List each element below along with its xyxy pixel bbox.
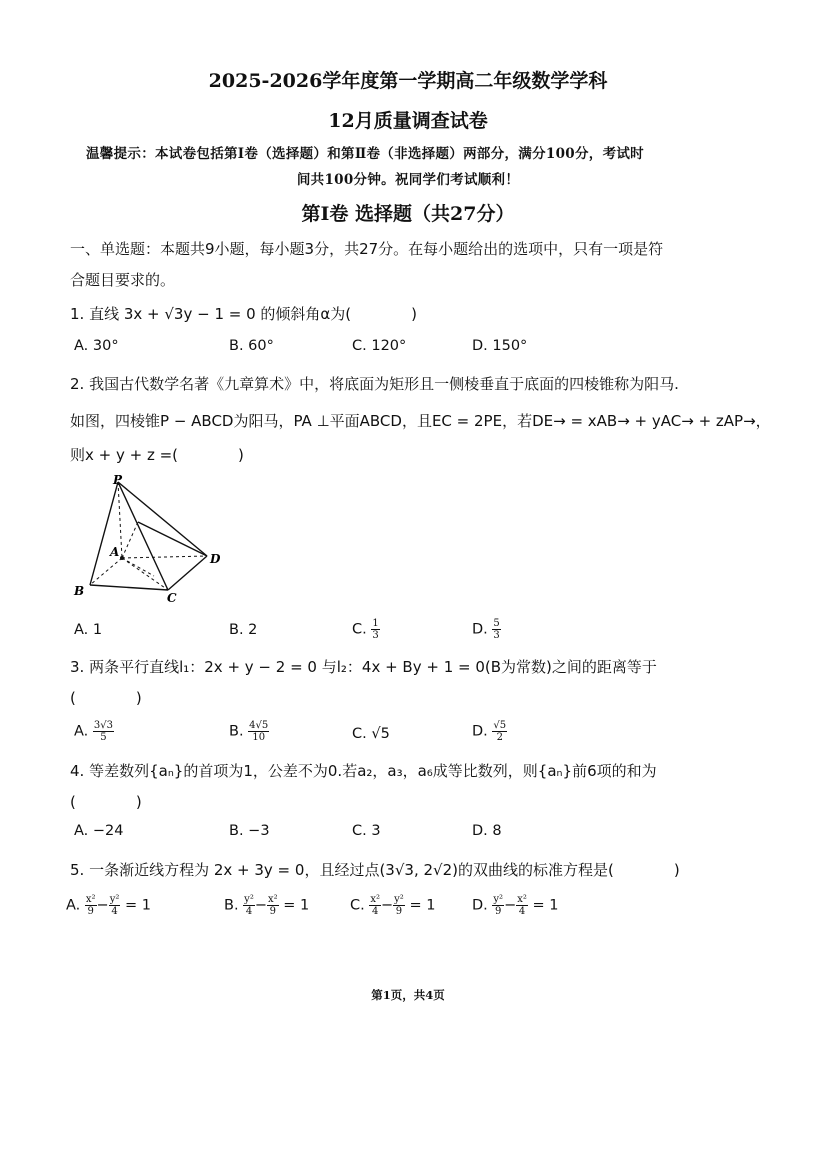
exam-subtitle: 12月质量调查试卷 xyxy=(328,110,488,132)
figure-label-b: B xyxy=(74,584,85,598)
section-instructions-1: 一、单选题：本题共9小题，每小题3分，共27分。在每小题给出的选项中，只有一项是符 xyxy=(70,240,664,258)
fraction: $\frac{1}{3}$ xyxy=(372,618,379,641)
question-5-option-d: D. $\frac{\text{y²}}{9}$ − $\frac{\text{x²}}{4}$ = 1 xyxy=(472,894,559,917)
question-4-option-a: A. −24 xyxy=(74,823,124,839)
question-5-option-a: A. $\frac{\text{x²}}{9}$ − $\frac{\text{y²}}{4}$ = 1 xyxy=(66,894,151,917)
question-2-stem-1: 2. 我国古代数学名著《九章算术》中，将底面为矩形且一侧棱垂直于底面的四棱锥称为阳马. xyxy=(70,375,679,393)
question-2-option-d: D. $\frac{5}{3}$ xyxy=(472,618,500,641)
question-2-stem-3: 则x + y + z =( ) xyxy=(70,446,244,464)
tip-line-2: 间共100分钟。祝同学们考试顺利！ xyxy=(296,172,520,188)
figure-label-p: P xyxy=(113,473,123,487)
fraction: $\frac{\text{y²}}{9}$ xyxy=(394,894,404,917)
question-1-stem: 1. 直线 3x + √3y − 1 = 0 的倾斜角α为( ) xyxy=(70,305,418,323)
question-1-option-c: C. 120° xyxy=(352,338,407,354)
question-4-stem-1: 4. 等差数列{aₙ}的首项为1，公差不为0.若a₂，a₃，a₆成等比数列，则{aₙ}前6项的和为 xyxy=(70,762,657,780)
fraction: $\frac{4√5}{10}$ xyxy=(249,720,269,743)
question-5-option-b: B. $\frac{\text{y²}}{4}$ − $\frac{\text{x²}}{9}$ = 1 xyxy=(224,894,310,917)
question-4-stem-2: ( ) xyxy=(70,793,142,811)
question-2-option-c: C. $\frac{1}{3}$ xyxy=(352,618,379,641)
fraction: $\frac{3√3}{5}$ xyxy=(93,720,113,743)
question-4-option-d: D. 8 xyxy=(472,823,502,839)
fraction: $\frac{√5}{2}$ xyxy=(493,720,507,743)
question-2-option-a: A. 1 xyxy=(74,622,103,638)
question-3-option-d: D. $\frac{√5}{2}$ xyxy=(472,720,507,743)
figure-label-a: A xyxy=(110,545,120,559)
fraction: $\frac{\text{x²}}{9}$ xyxy=(85,894,96,917)
fraction: $\frac{\text{y²}}{4}$ xyxy=(244,894,254,917)
question-1-option-b: B. 60° xyxy=(229,338,274,354)
section-instructions-2: 合题目要求的。 xyxy=(70,271,176,289)
question-2-stem-2: 如图，四棱锥P − ABCD为阳马，PA ⊥平面ABCD，且EC = 2PE，若DE→ = xAB→ + yAC→ + zAP→， xyxy=(70,412,771,430)
page-footer: 第1页，共4页 xyxy=(371,988,445,1002)
fraction: $\frac{\text{y²}}{9}$ xyxy=(493,894,504,917)
fraction: $\frac{\text{x²}}{9}$ xyxy=(268,894,278,917)
fraction: $\frac{\text{x²}}{4}$ xyxy=(517,894,527,917)
fraction: $\frac{\text{x²}}{4}$ xyxy=(370,894,380,917)
question-5-stem: 5. 一条渐近线方程为 2x + 3y = 0，且经过点(3√3, 2√2)的双曲线的标准方程是( ) xyxy=(70,861,680,879)
question-3-option-c: C. √5 xyxy=(352,726,390,742)
question-1-option-d: D. 150° xyxy=(472,338,528,354)
figure-label-c: C xyxy=(167,591,177,605)
question-3-option-b: B. $\frac{4√5}{10}$ xyxy=(229,720,269,743)
figure-label-d: D xyxy=(210,552,221,566)
question-4-option-b: B. −3 xyxy=(229,823,270,839)
tip-line-1: 温馨提示：本试卷包括第Ⅰ卷（选择题）和第Ⅱ卷（非选择题）两部分，满分100分，考试时 xyxy=(86,146,644,162)
question-1-option-a: A. 30° xyxy=(74,338,119,354)
question-4-option-c: C. 3 xyxy=(352,823,381,839)
question-3-stem-1: 3. 两条平行直线l₁：2x + y − 2 = 0 与l₂：4x + By + 1 = 0(B为常数)之间的距离等于 xyxy=(70,658,657,676)
question-3-stem-2: ( ) xyxy=(70,689,142,707)
exam-title: 2025-2026学年度第一学期高二年级数学学科 xyxy=(208,70,608,92)
fraction: $\frac{\text{y²}}{4}$ xyxy=(109,894,120,917)
pyramid-figure xyxy=(70,470,240,605)
question-3-option-a: A. $\frac{3√3}{5}$ xyxy=(74,720,113,743)
fraction: $\frac{5}{3}$ xyxy=(493,618,500,641)
question-5-option-c: C. $\frac{\text{x²}}{4}$ − $\frac{\text{y²}}{9}$ = 1 xyxy=(350,894,436,917)
section-title: 第Ⅰ卷 选择题（共27分） xyxy=(301,203,515,225)
question-2-option-b: B. 2 xyxy=(229,622,258,638)
